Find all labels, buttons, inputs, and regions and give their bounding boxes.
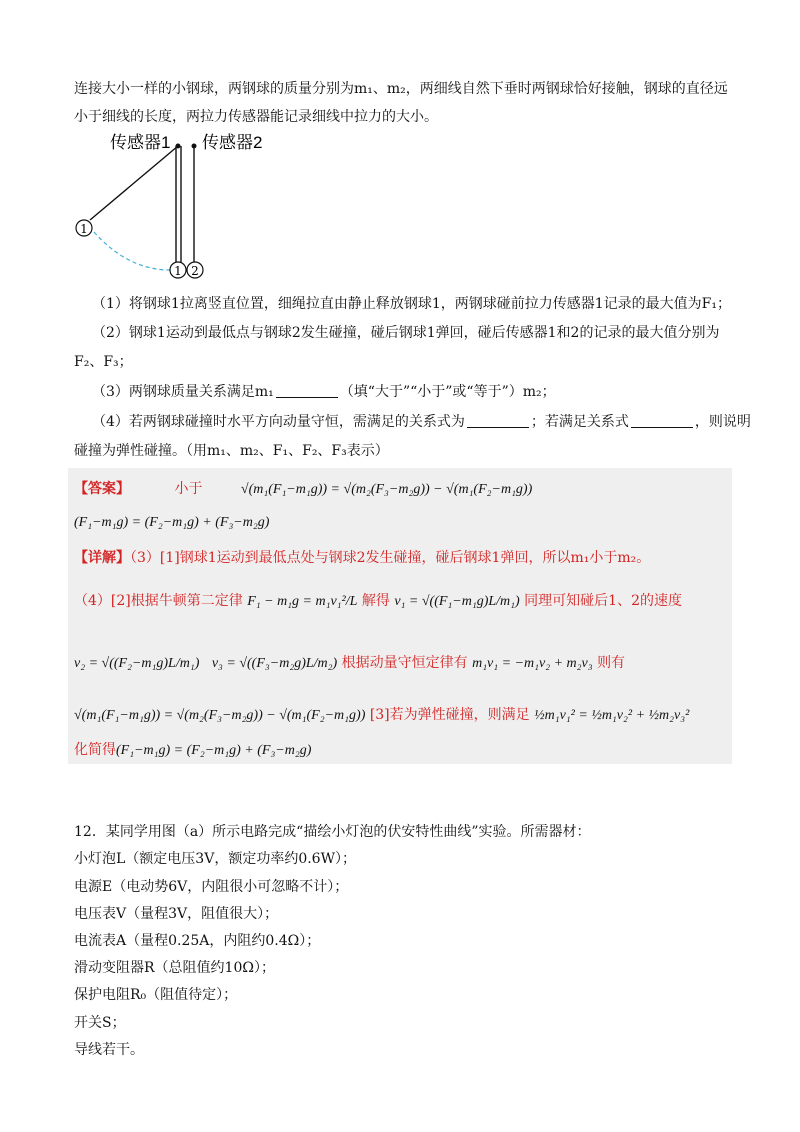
detail-4-eq: √(m₁(F₁−m₁g)) = √(m₂(F₃−m₂g)) − √(m₁(F₂−m₁g)) [74, 708, 366, 723]
detail-2-post: 同理可知碰后1、2的速度 [524, 593, 682, 609]
ball-1-raised-label: 1 [80, 222, 88, 236]
detail-3-v3: v₃ = √((F₃−m₂g)L/m₂) [211, 656, 338, 671]
detail-line-1 [74, 547, 650, 569]
blank-4a[interactable] [467, 413, 529, 428]
string-raised [90, 146, 178, 220]
q12-item: 导线若干。 [74, 1042, 144, 1058]
sensor-2-label: 传感器2 [202, 133, 263, 152]
detail-line-4 [74, 704, 689, 727]
detail-3-v2: v₂ = √((F₂−m₁g)L/m₁) [74, 656, 200, 671]
swing-path [94, 232, 170, 270]
detail-1: （3）[1]钢球1运动到最低点处与钢球2发生碰撞，碰后钢球1弹回，所以m₁小于m₂。 [130, 550, 651, 566]
intro-line-1: 连接大小一样的小钢球，两钢球的质量分别为m₁、m₂，两细线自然下垂时两钢球恰好接触，钢球的直径远 [74, 81, 728, 97]
detail-4-mid: [3]若为弹性碰撞，则满足 [369, 707, 530, 723]
ball-2-label: 2 [191, 264, 199, 278]
step-4-mid: ；若满足关系式 [530, 414, 629, 430]
sensor-1-label: 传感器1 [110, 133, 171, 152]
detail-line-3 [74, 652, 625, 675]
detail-3-eq: m₁v₁ = −m₁v₂ + m₂v₃ [472, 656, 593, 671]
intro-line-2: 小于细线的长度，两拉力传感器能记录细线中拉力的大小。 [74, 109, 438, 125]
detail-2-pre: （4）[2]根据牛顿第二定律 [74, 593, 243, 609]
q12-item: 小灯泡L（额定电压3V，额定功率约0.6W）； [74, 851, 356, 867]
detail-2-eq: F₁ − m₁g = m₁v₁²/L [247, 594, 358, 609]
blank-4b[interactable] [631, 413, 693, 428]
answer-tag: 【答案】 [74, 481, 130, 497]
answer-line-1 [74, 478, 532, 501]
pendulum-diagram [70, 128, 263, 288]
detail-2-mid: 解得 [361, 593, 390, 609]
detail-4-eq2: ½m₁v₁² = ½m₁v₂² + ½m₂v₃² [534, 708, 690, 723]
step-4-pre: （4）若两钢球碰撞时水平方向动量守恒，需满足的关系式为 [92, 414, 465, 430]
step-2b: F₂、F₃； [74, 354, 133, 370]
detail-tag: 【详解】 [74, 550, 130, 566]
step-4b: 碰撞为弹性碰撞。（用m₁、m₂、F₁、F₂、F₃表示） [74, 443, 389, 459]
blank-3[interactable] [276, 383, 338, 398]
q12-item: 滑动变阻器R（总阻值约10Ω）； [74, 960, 275, 976]
step-1: （1）将钢球1拉离竖直位置，细绳拉直由静止释放钢球1，两钢球碰前拉力传感器1记录的最大值为F₁； [92, 296, 731, 312]
answer-3: (F₁−m₁g) = (F₂−m₁g) + (F₃−m₂g) [74, 515, 270, 530]
detail-5-pre: 化简得 [74, 742, 116, 758]
detail-2-v1: v₁ = √((F₁−m₁g)L/m₁) [394, 594, 520, 609]
q12-item: 开关S； [74, 1015, 126, 1031]
detail-3-post: 则有 [597, 655, 626, 671]
step-4 [92, 411, 751, 433]
answer-1: 小于 [174, 481, 203, 497]
step-2a: （2）钢球1运动到最低点与钢球2发生碰撞，碰后钢球1弹回，碰后传感器1和2的记录的最大值分别为 [92, 325, 720, 341]
detail-line-5 [74, 739, 311, 762]
ball-1-label: 1 [174, 264, 182, 278]
step-3 [92, 381, 556, 403]
q12-item: 电流表A（量程0.25A，内阻约0.4Ω）； [74, 933, 321, 949]
q12-item: 电压表V（量程3V，阻值很大）； [74, 906, 279, 922]
step-4-post: ，则说明 [694, 414, 751, 430]
answer-2: √(m₁(F₁−m₁g)) = √(m₂(F₃−m₂g)) − √(m₁(F₂−m₁g)) [240, 482, 533, 497]
step-3-post: （填“大于”“小于”或“等于”）m₂； [339, 384, 556, 400]
q12-item: 保护电阻R₀（阻值待定）； [74, 987, 238, 1003]
detail-line-2 [74, 590, 682, 613]
q12-title: 12．某同学用图（a）所示电路完成“描绘小灯泡的伏安特性曲线”实验。所需器材： [74, 824, 591, 840]
q12-item: 电源E（电动势6V，内阻很小可忽略不计）； [74, 879, 349, 895]
step-3-pre: （3）两钢球质量关系满足m₁ [92, 384, 274, 400]
detail-5-eq: (F₁−m₁g) = (F₂−m₁g) + (F₃−m₂g) [116, 743, 312, 758]
detail-3-mid: 根据动量守恒定律有 [341, 655, 468, 671]
